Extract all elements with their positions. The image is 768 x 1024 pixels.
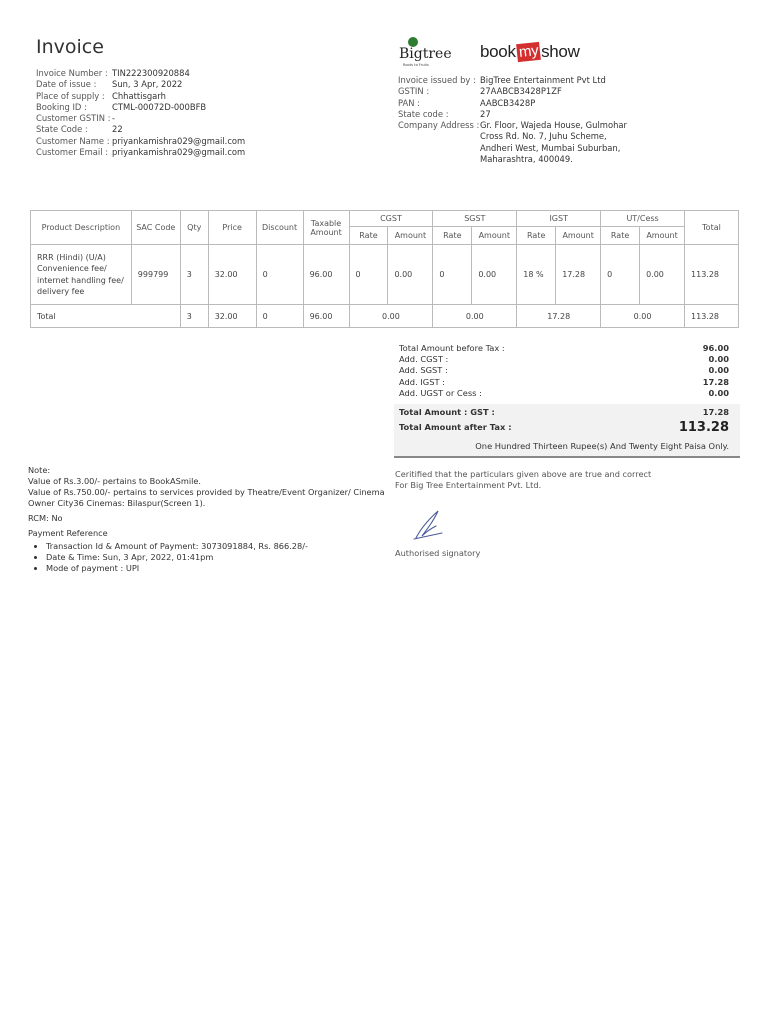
field-value: CTML-00072D-000BFB bbox=[112, 101, 207, 112]
summary-line bbox=[394, 365, 740, 376]
rcm-value: No bbox=[51, 513, 63, 523]
gst-total-label: Total Amount : GST : bbox=[399, 406, 495, 417]
header-sgst: SGST bbox=[433, 211, 517, 227]
signature-icon bbox=[408, 508, 448, 542]
after-tax-value: 113.28 bbox=[678, 419, 729, 435]
price: 32.00 bbox=[208, 245, 256, 305]
pan-row bbox=[398, 98, 630, 109]
field-label: Customer Email : bbox=[36, 147, 109, 158]
after-tax-line bbox=[394, 418, 740, 435]
header-sgst-rate: Rate bbox=[433, 227, 472, 245]
gst-total-value: 17.28 bbox=[702, 406, 729, 417]
gst-total-line bbox=[394, 404, 740, 418]
place-of-supply-row bbox=[36, 91, 245, 102]
rcm-row bbox=[28, 513, 388, 524]
customer-email-row bbox=[36, 147, 245, 158]
payment-heading: Payment Reference bbox=[28, 528, 108, 538]
header-sac: SAC Code bbox=[131, 211, 180, 245]
invoice-title: Invoice bbox=[36, 36, 104, 58]
header-igst-rate: Rate bbox=[517, 227, 556, 245]
field-label: Place of supply : bbox=[36, 90, 105, 101]
total-row bbox=[31, 305, 739, 328]
customer-name-row bbox=[36, 136, 245, 147]
discount: 0 bbox=[256, 245, 303, 305]
header-igst: IGST bbox=[517, 211, 601, 227]
header-cgst-rate: Rate bbox=[349, 227, 388, 245]
qty: 3 bbox=[180, 245, 208, 305]
total-taxable: 96.00 bbox=[303, 305, 349, 328]
taxable-amount: 96.00 bbox=[303, 245, 349, 305]
sgst-rate: 0 bbox=[433, 245, 472, 305]
customer-gstin-row bbox=[36, 113, 245, 124]
field-value: priyankamishra029@gmail.com bbox=[112, 135, 246, 146]
summary-line bbox=[394, 387, 740, 398]
field-label: Invoice issued by : bbox=[398, 75, 476, 85]
bigtree-logo bbox=[398, 36, 462, 68]
field-value: 22 bbox=[112, 124, 123, 135]
ut-amount: 0.00 bbox=[640, 245, 685, 305]
igst-amount: 17.28 bbox=[556, 245, 601, 305]
sac-code: 999799 bbox=[131, 245, 180, 305]
notes-section bbox=[28, 465, 388, 574]
bms-suffix: show bbox=[541, 42, 580, 61]
header-discount: Discount bbox=[256, 211, 303, 245]
total-price: 32.00 bbox=[208, 305, 256, 328]
total-igst: 17.28 bbox=[517, 305, 601, 328]
header-qty: Qty bbox=[180, 211, 208, 245]
field-value: Gr. Floor, Wajeda House, Gulmohar Cross Rd. No. 7, Juhu Scheme, Andheri West, Mumbai Suburban, Maharashtra, 400049. bbox=[480, 120, 627, 165]
field-label: Invoice Number : bbox=[36, 68, 108, 78]
field-value: TIN222300920884 bbox=[112, 68, 190, 78]
summary-line bbox=[394, 376, 740, 387]
rcm-label: RCM: bbox=[28, 513, 49, 523]
state-code-row bbox=[36, 124, 245, 135]
grand-total-cell: 113.28 bbox=[685, 305, 739, 328]
after-tax-label: Total Amount after Tax : bbox=[399, 422, 512, 433]
summary-value: 0.00 bbox=[708, 353, 729, 364]
certification-line: Ceritified that the particulars given above are true and correct bbox=[395, 469, 652, 479]
summary-line bbox=[394, 342, 740, 353]
note-line: Value of Rs.750.00/- pertains to services provided by Theatre/Event Organizer/ Cinema Owner City36 Cinemas: Bilaspur(Screen 1). bbox=[28, 487, 385, 508]
field-label: PAN : bbox=[398, 97, 420, 108]
notes-heading: Note: bbox=[28, 465, 51, 475]
list-item: • Mode of payment : UPI bbox=[46, 563, 388, 574]
totals-box bbox=[394, 404, 740, 458]
summary-value: 17.28 bbox=[702, 376, 729, 387]
summary-value: 0.00 bbox=[708, 365, 729, 376]
certification bbox=[395, 469, 651, 491]
header-sgst-amount: Amount bbox=[472, 227, 517, 245]
bigtree-tagline: Roots to Fruits bbox=[403, 63, 429, 67]
header-price: Price bbox=[208, 211, 256, 245]
total-discount: 0 bbox=[256, 305, 303, 328]
summary-value: 0.00 bbox=[708, 387, 729, 398]
field-value: Sun, 3 Apr, 2022 bbox=[112, 79, 183, 90]
sgst-amount: 0.00 bbox=[472, 245, 517, 305]
bigtree-wordmark: Bigtree bbox=[399, 46, 452, 62]
summary-line bbox=[394, 353, 740, 364]
header-utcess: UT/Cess bbox=[601, 211, 685, 227]
field-label: GSTIN : bbox=[398, 86, 430, 97]
field-value: - bbox=[112, 113, 116, 124]
invoice-items-table bbox=[30, 210, 739, 328]
bms-prefix: book bbox=[480, 42, 516, 61]
field-label: Customer Name : bbox=[36, 135, 110, 146]
header-cgst-amount: Amount bbox=[388, 227, 433, 245]
invoice-details bbox=[36, 68, 245, 158]
field-label: State code : bbox=[398, 108, 449, 119]
header-cgst: CGST bbox=[349, 211, 433, 227]
summary-label: Total Amount before Tax : bbox=[399, 342, 505, 353]
bms-my: my bbox=[516, 42, 541, 62]
field-label: Booking ID : bbox=[36, 101, 87, 112]
summary-label: Add. CGST : bbox=[399, 353, 449, 364]
amount-in-words: One Hundred Thirteen Rupee(s) And Twenty Eight Paisa Only. bbox=[475, 441, 729, 452]
igst-rate: 18 % bbox=[517, 245, 556, 305]
cgst-amount: 0.00 bbox=[388, 245, 433, 305]
field-label: Company Address : bbox=[398, 120, 480, 131]
header-taxable: Taxable Amount bbox=[303, 211, 349, 245]
total-ut: 0.00 bbox=[601, 305, 685, 328]
header-ut-amount: Amount bbox=[640, 227, 685, 245]
invoice-number-row bbox=[36, 68, 245, 79]
field-label: Date of issue : bbox=[36, 79, 97, 90]
note-line: Value of Rs.3.00/- pertains to BookASmile. bbox=[28, 476, 202, 486]
summary-label: Add. SGST : bbox=[399, 365, 448, 376]
company-address-row bbox=[398, 120, 630, 165]
date-of-issue-row bbox=[36, 79, 245, 90]
total-label: Total bbox=[31, 305, 181, 328]
header-igst-amount: Amount bbox=[556, 227, 601, 245]
authorised-signatory: Authorised signatory bbox=[395, 548, 481, 558]
issuer-state-code-row bbox=[398, 109, 630, 120]
issuer-details bbox=[398, 75, 630, 165]
header-ut-rate: Rate bbox=[601, 227, 640, 245]
total-cgst: 0.00 bbox=[349, 305, 433, 328]
field-label: State Code : bbox=[36, 124, 88, 135]
field-value: BigTree Entertainment Pvt Ltd bbox=[480, 75, 606, 85]
row-total: 113.28 bbox=[685, 245, 739, 305]
header-total: Total bbox=[685, 211, 739, 245]
payment-list bbox=[28, 541, 388, 574]
table-row bbox=[31, 245, 739, 305]
field-value: 27 bbox=[480, 108, 491, 119]
summary-value: 96.00 bbox=[702, 342, 729, 353]
field-value: 27AABCB3428P1ZF bbox=[480, 86, 562, 97]
booking-id-row bbox=[36, 102, 245, 113]
field-value: AABCB3428P bbox=[480, 97, 536, 108]
cgst-rate: 0 bbox=[349, 245, 388, 305]
bookmyshow-logo bbox=[480, 40, 580, 64]
issued-by-row bbox=[398, 75, 630, 86]
summary-label: Add. IGST : bbox=[399, 376, 445, 387]
field-label: Customer GSTIN : bbox=[36, 113, 111, 124]
gstin-row bbox=[398, 86, 630, 97]
product-description: RRR (Hindi) (U/A) Convenience fee/ internet handling fee/ delivery fee bbox=[31, 245, 132, 305]
header-product: Product Description bbox=[31, 211, 132, 245]
certification-line: For Big Tree Entertainment Pvt. Ltd. bbox=[395, 480, 542, 490]
summary-label: Add. UGST or Cess : bbox=[399, 387, 482, 398]
ut-rate: 0 bbox=[601, 245, 640, 305]
total-qty: 3 bbox=[180, 305, 208, 328]
field-value: Chhattisgarh bbox=[112, 90, 166, 101]
total-sgst: 0.00 bbox=[433, 305, 517, 328]
tax-summary bbox=[394, 342, 740, 458]
field-value: priyankamishra029@gmail.com bbox=[112, 147, 246, 158]
list-item: • Transaction Id & Amount of Payment: 3073091884, Rs. 866.28/- bbox=[46, 541, 388, 552]
list-item: • Date & Time: Sun, 3 Apr, 2022, 01:41pm bbox=[46, 552, 388, 563]
